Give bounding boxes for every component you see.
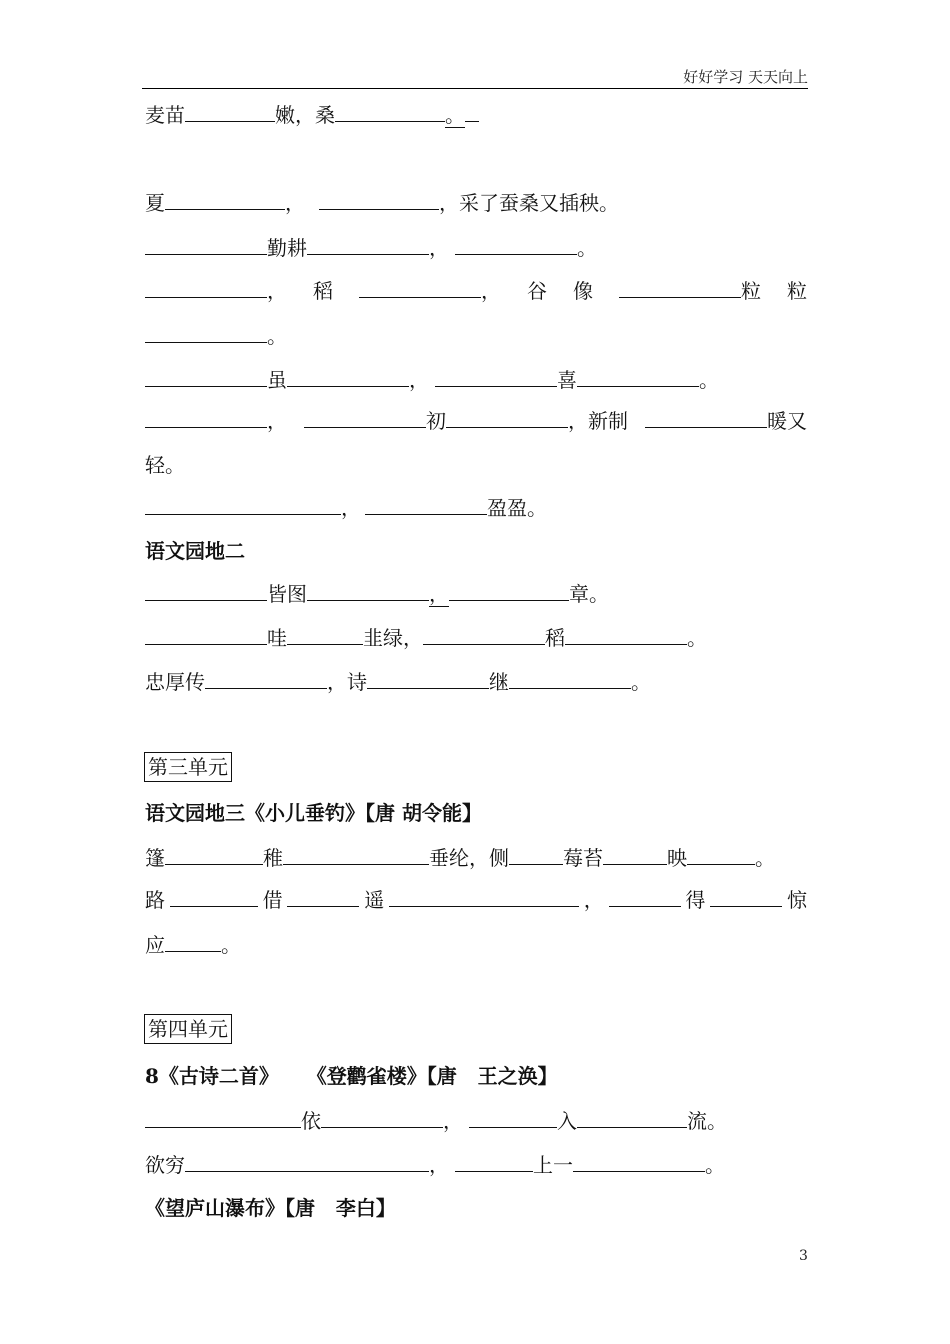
answer-blank[interactable] bbox=[389, 888, 579, 907]
poem-line: 皆图 ， 章。 bbox=[145, 581, 807, 607]
poem-line: 轻。 bbox=[145, 453, 185, 477]
poem-line: ， 盈盈。 bbox=[145, 495, 807, 521]
poem-line: 依 ， 入 流。 bbox=[145, 1108, 807, 1134]
answer-blank[interactable] bbox=[509, 670, 631, 689]
answer-blank[interactable] bbox=[359, 279, 481, 298]
poem-line: 路 借 遥 ， 得 惊 bbox=[145, 888, 807, 912]
section-heading: 《望庐山瀑布》【唐 李白】 bbox=[145, 1196, 396, 1220]
answer-blank[interactable] bbox=[465, 103, 479, 122]
section-heading: 语文园地三《小儿垂钓》【唐 胡令能】 bbox=[145, 801, 482, 825]
page-header-text: 好好学习 天天向上 bbox=[683, 68, 808, 86]
answer-blank[interactable] bbox=[283, 846, 429, 865]
poem-line: 哇 韭绿， 稻 。 bbox=[145, 625, 807, 651]
poem-line: 虽 ， 喜 。 bbox=[145, 367, 807, 393]
answer-blank[interactable] bbox=[185, 103, 275, 122]
answer-blank[interactable] bbox=[165, 846, 263, 865]
answer-blank[interactable] bbox=[365, 496, 487, 515]
unit-label: 第三单元 bbox=[144, 752, 232, 782]
poem-line: 夏 ， ，采了蚕桑又插秧。 bbox=[145, 191, 619, 215]
poem-line: 麦苗 嫩，桑 。 bbox=[145, 102, 807, 128]
poem-line: 应 。 bbox=[145, 933, 241, 957]
poem-line: 。 bbox=[145, 323, 807, 349]
answer-blank[interactable] bbox=[165, 191, 285, 210]
answer-blank[interactable] bbox=[145, 626, 267, 645]
answer-blank[interactable] bbox=[710, 888, 782, 907]
answer-blank[interactable] bbox=[435, 368, 557, 387]
poem-line: ， 稻 ， 谷 像 粒 粒 bbox=[145, 278, 807, 304]
answer-blank[interactable] bbox=[307, 582, 429, 601]
poem-line: 勤耕 ， 。 bbox=[145, 235, 807, 261]
page-number: 3 bbox=[799, 1248, 808, 1264]
unit-label: 第四单元 bbox=[144, 1014, 232, 1044]
poem-line: 忠厚传 ，诗 继 。 bbox=[145, 670, 651, 694]
answer-blank[interactable] bbox=[577, 368, 699, 387]
answer-blank[interactable] bbox=[687, 846, 755, 865]
answer-blank[interactable] bbox=[304, 409, 426, 428]
answer-blank[interactable] bbox=[565, 626, 687, 645]
answer-blank[interactable] bbox=[185, 1153, 429, 1172]
answer-blank[interactable] bbox=[321, 1109, 443, 1128]
answer-blank[interactable] bbox=[645, 409, 767, 428]
answer-blank[interactable] bbox=[170, 888, 258, 907]
answer-blank[interactable] bbox=[335, 103, 445, 122]
section-heading: 语文园地二 bbox=[145, 539, 245, 563]
poem-line: 欲穷 ， 上一 。 bbox=[145, 1153, 725, 1177]
answer-blank[interactable] bbox=[577, 1109, 687, 1128]
answer-blank[interactable] bbox=[449, 582, 569, 601]
answer-blank[interactable] bbox=[367, 670, 489, 689]
answer-blank[interactable] bbox=[145, 368, 267, 387]
answer-blank[interactable] bbox=[205, 670, 327, 689]
section-heading: 8《古诗二首》 《登鹳雀楼》【唐 王之涣】 bbox=[145, 1064, 558, 1088]
answer-blank[interactable] bbox=[145, 496, 341, 515]
poem-line: 篷 稚 垂纶，侧 莓苔 映 。 bbox=[145, 846, 775, 870]
answer-blank[interactable] bbox=[469, 1109, 557, 1128]
answer-blank[interactable] bbox=[287, 626, 363, 645]
answer-blank[interactable] bbox=[603, 846, 667, 865]
header-divider bbox=[142, 88, 808, 89]
poem-line: ， 初 ，新制 暖又 bbox=[145, 408, 807, 434]
answer-blank[interactable] bbox=[165, 933, 221, 952]
answer-blank[interactable] bbox=[423, 626, 545, 645]
answer-blank[interactable] bbox=[446, 409, 568, 428]
answer-blank[interactable] bbox=[145, 582, 267, 601]
answer-blank[interactable] bbox=[287, 888, 359, 907]
answer-blank[interactable] bbox=[455, 236, 577, 255]
answer-blank[interactable] bbox=[319, 191, 439, 210]
answer-blank[interactable] bbox=[509, 846, 563, 865]
answer-blank[interactable] bbox=[455, 1153, 533, 1172]
answer-blank[interactable] bbox=[609, 888, 681, 907]
answer-blank[interactable] bbox=[145, 324, 267, 343]
answer-blank[interactable] bbox=[307, 236, 429, 255]
answer-blank[interactable] bbox=[145, 236, 267, 255]
answer-blank[interactable] bbox=[619, 279, 741, 298]
answer-blank[interactable] bbox=[145, 409, 267, 428]
answer-blank[interactable] bbox=[145, 1109, 301, 1128]
answer-blank[interactable] bbox=[573, 1153, 705, 1172]
answer-blank[interactable] bbox=[145, 279, 267, 298]
answer-blank[interactable] bbox=[287, 368, 409, 387]
